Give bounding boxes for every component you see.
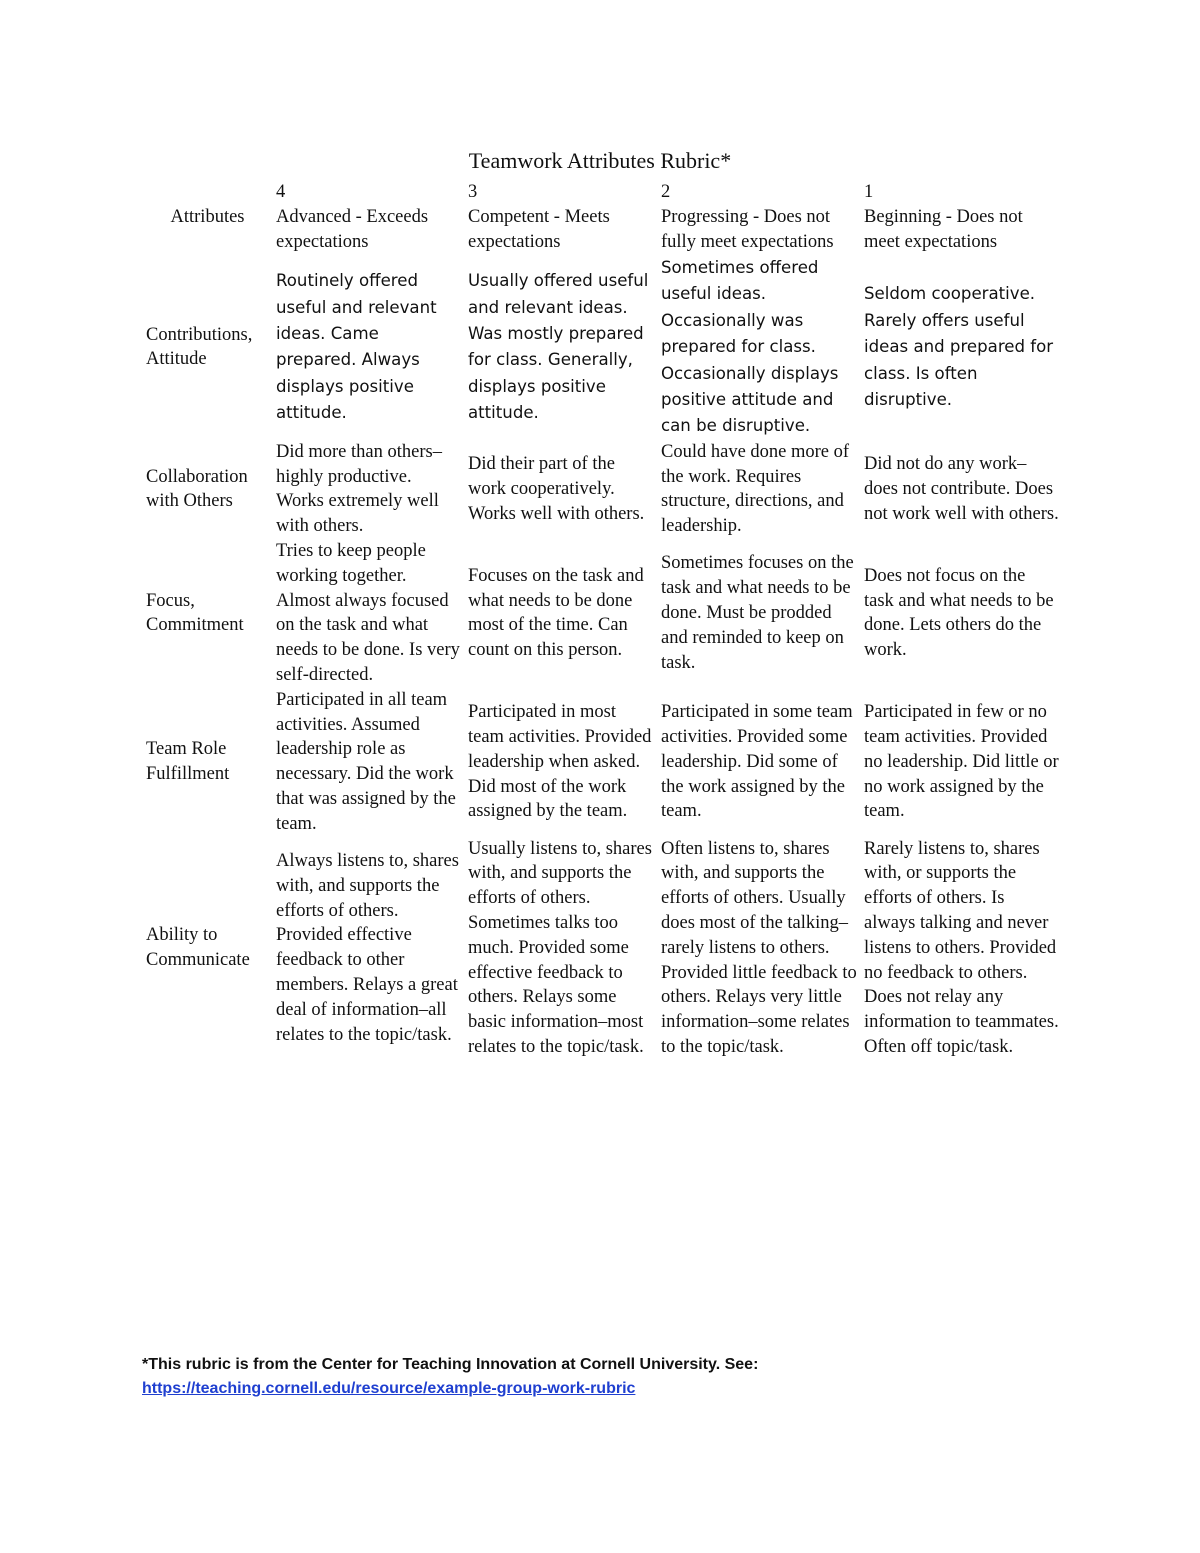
rubric-cell: Did their part of the work cooperatively. Works well with others. — [468, 454, 645, 524]
rubric-cell: Usually listens to, shares with, and supports the efforts of others. Sometimes talks too much. Provided some effective feedback to others. Relays some basic information–most relates to the topic/task. — [468, 838, 652, 1057]
rubric-cell: Participated in all team activities. Assumed leadership role as necessary. Did the work that was assigned by the team. — [276, 689, 456, 834]
rubric-cell: Usually offered useful and relevant ideas. Was mostly prepared for class. Generally, displays positive attitude. — [468, 271, 649, 423]
rubric-table — [142, 180, 1062, 1060]
attribute-label: Contributions, Attitude — [146, 324, 253, 370]
rubric-row-team-role — [142, 688, 1062, 837]
level-name: Beginning - Does not meet expectations — [864, 207, 1023, 252]
rubric-cell: Often listens to, shares with, and supports the efforts of others. Usually does most of the talking–rarely listens to others. Provided little feedback to others. Relays very little information–some relates to the topic/task. — [661, 838, 857, 1057]
level-header-2 — [657, 180, 860, 255]
rubric-row-collaboration — [142, 440, 1062, 539]
rubric-cell: Seldom cooperative. Rarely offers useful ideas and prepared for class. Is often disruptive. — [864, 284, 1054, 410]
rubric-row-contributions — [142, 255, 1062, 440]
rubric-cell: Rarely listens to, shares with, or supports the efforts of others. Is always talking and never listens to others. Provided no feedback to others. Does not relay any information to teammates. Often off topic/task. — [864, 838, 1059, 1057]
level-number: 4 — [276, 182, 286, 202]
level-header-3 — [464, 180, 657, 255]
attribute-label: Focus, Commitment — [146, 590, 244, 636]
header-row — [142, 180, 1062, 255]
rubric-row-communicate — [142, 837, 1062, 1060]
rubric-cell: Sometimes offered useful ideas. Occasionally was prepared for class. Occasionally displays positive attitude and can be disruptive. — [661, 258, 839, 436]
rubric-row-focus — [142, 539, 1062, 688]
source-link[interactable]: https://teaching.cornell.edu/resource/example-group-work-rubric — [142, 1380, 636, 1397]
rubric-cell: Routinely offered useful and relevant ideas. Came prepared. Always displays positive attitude. — [276, 271, 437, 423]
attribute-label: Team Role Fulfillment — [146, 739, 230, 785]
rubric-cell: Participated in most team activities. Provided leadership when asked. Did most of the work assigned by the team. — [468, 702, 652, 822]
level-header-1 — [860, 180, 1062, 255]
rubric-cell: Participated in few or no team activities. Provided no leadership. Did little or no work assigned by the team. — [864, 702, 1059, 822]
rubric-cell: Tries to keep people working together. Almost always focused on the task and what needs to be done. Is very self-directed. — [276, 541, 460, 686]
attribute-label: Collaboration with Others — [146, 466, 248, 512]
level-name: Competent - Meets expectations — [468, 207, 610, 252]
footnote-text: *This rubric is from the Center for Teaching Innovation at Cornell University. See: — [142, 1356, 759, 1373]
level-number: 2 — [661, 182, 671, 202]
level-number: 1 — [864, 182, 874, 202]
rubric-cell: Did more than others–highly productive. Works extremely well with others. — [276, 441, 442, 537]
rubric-cell: Sometimes focuses on the task and what needs to be done. Must be prodded and reminded to keep on task. — [661, 553, 854, 673]
level-header-4 — [272, 180, 464, 255]
rubric-cell: Could have done more of the work. Requires structure, directions, and leadership. — [661, 441, 850, 537]
rubric-cell: Did not do any work–does not contribute. Does not work well with others. — [864, 454, 1059, 524]
level-name: Advanced - Exceeds expectations — [276, 207, 429, 252]
rubric-cell: Participated in some team activities. Provided some leadership. Did some of the work assigned by the team. — [661, 702, 853, 822]
rubric-cell: Always listens to, shares with, and supports the efforts of others. Provided effective feedback to other members. Relays a great deal of information–all relates to the topic/task. — [276, 850, 459, 1045]
attributes-header: Attributes — [170, 207, 245, 227]
attribute-label: Ability to Communicate — [146, 925, 250, 971]
level-name: Progressing - Does not fully meet expectations — [661, 207, 834, 252]
page-title: Teamwork Attributes Rubric* — [468, 148, 732, 173]
level-number: 3 — [468, 182, 478, 202]
rubric-cell: Does not focus on the task and what needs to be done. Lets others do the work. — [864, 565, 1054, 661]
footnote — [142, 1353, 1042, 1401]
rubric-cell: Focuses on the task and what needs to be done most of the time. Can count on this person. — [468, 565, 644, 661]
